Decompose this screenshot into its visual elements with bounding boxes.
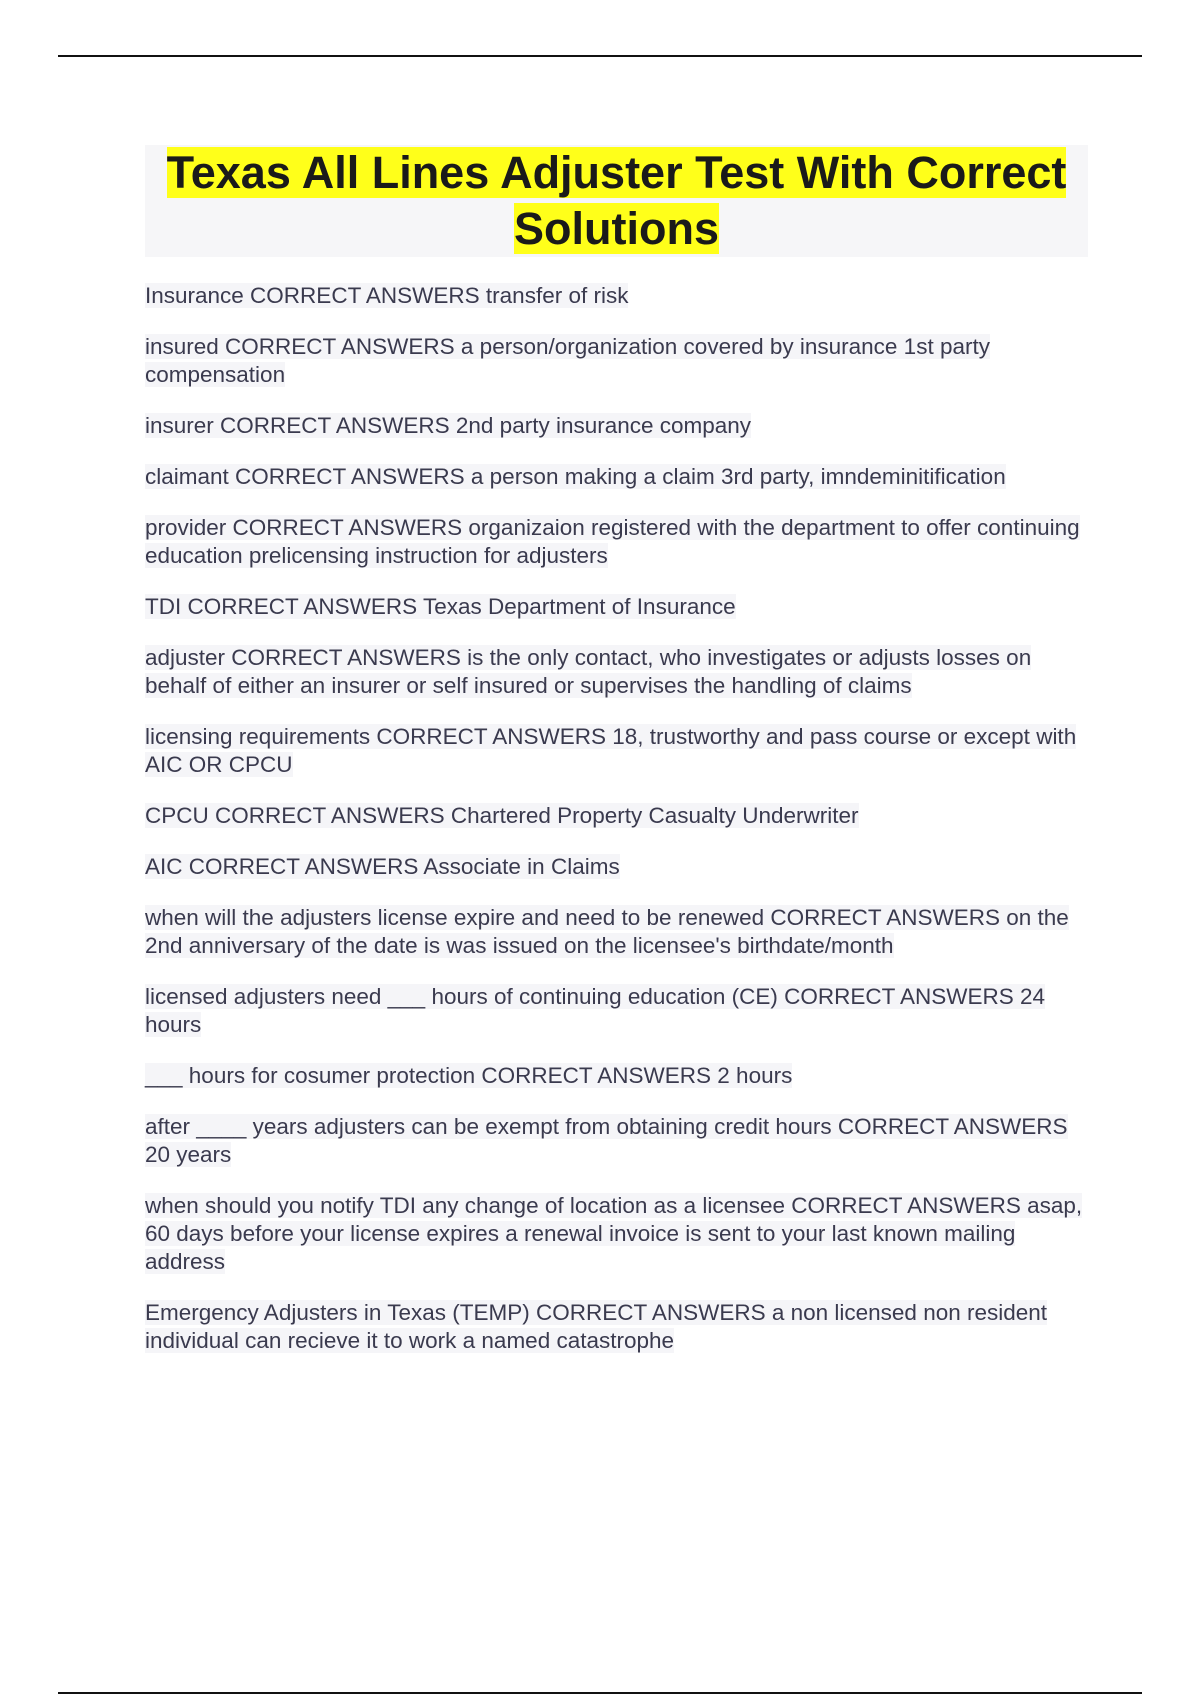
qa-text: TDI CORRECT ANSWERS Texas Department of Insurance (145, 594, 736, 619)
list-item (145, 514, 1090, 570)
list-item (145, 282, 1090, 310)
bottom-rule (58, 1692, 1142, 1694)
qa-text: after ____ years adjusters can be exempt from obtaining credit hours CORRECT ANSWERS 20 years (145, 1114, 1068, 1167)
qa-text: when will the adjusters license expire and need to be renewed CORRECT ANSWERS on the 2nd anniversary of the date is was issued on the licensee's birthdate/month (145, 905, 1069, 958)
qa-text: AIC CORRECT ANSWERS Associate in Claims (145, 854, 620, 879)
qa-text: Insurance CORRECT ANSWERS transfer of risk (145, 283, 629, 308)
list-item (145, 983, 1090, 1039)
qa-text: provider CORRECT ANSWERS organizaion registered with the department to offer continuing education prelicensing instruction for adjusters (145, 515, 1080, 568)
qa-text: adjuster CORRECT ANSWERS is the only contact, who investigates or adjusts losses on behalf of either an insurer or self insured or supervises the handling of claims (145, 645, 1032, 698)
list-item (145, 853, 1090, 881)
list-item (145, 1299, 1090, 1355)
list-item (145, 904, 1090, 960)
qa-list (145, 282, 1090, 1378)
list-item (145, 412, 1090, 440)
qa-text: CPCU CORRECT ANSWERS Chartered Property Casualty Underwriter (145, 803, 859, 828)
list-item (145, 802, 1090, 830)
qa-text: licensing requirements CORRECT ANSWERS 18, trustworthy and pass course or except with AIC OR CPCU (145, 724, 1077, 777)
qa-text: claimant CORRECT ANSWERS a person making a claim 3rd party, imndeminitification (145, 464, 1006, 489)
qa-text: when should you notify TDI any change of location as a licensee CORRECT ANSWERS asap, 60 days before your license expires a renewal invoice is sent to your last known mailing address (145, 1193, 1083, 1274)
list-item (145, 463, 1090, 491)
page-title: Texas All Lines Adjuster Test With Correct Solutions (166, 147, 1067, 254)
qa-text: ___ hours for cosumer protection CORRECT ANSWERS 2 hours (145, 1063, 793, 1088)
list-item (145, 644, 1090, 700)
list-item (145, 723, 1090, 779)
qa-text: licensed adjusters need ___ hours of continuing education (CE) CORRECT ANSWERS 24 hours (145, 984, 1046, 1037)
qa-text: insured CORRECT ANSWERS a person/organization covered by insurance 1st party compensation (145, 334, 990, 387)
title-block (145, 145, 1088, 257)
qa-text: insurer CORRECT ANSWERS 2nd party insurance company (145, 413, 752, 438)
list-item (145, 593, 1090, 621)
top-rule (58, 55, 1142, 57)
list-item (145, 1192, 1090, 1276)
list-item (145, 1113, 1090, 1169)
list-item (145, 333, 1090, 389)
qa-text: Emergency Adjusters in Texas (TEMP) CORRECT ANSWERS a non licensed non resident individual can recieve it to work a named catastrophe (145, 1300, 1048, 1353)
list-item (145, 1062, 1090, 1090)
